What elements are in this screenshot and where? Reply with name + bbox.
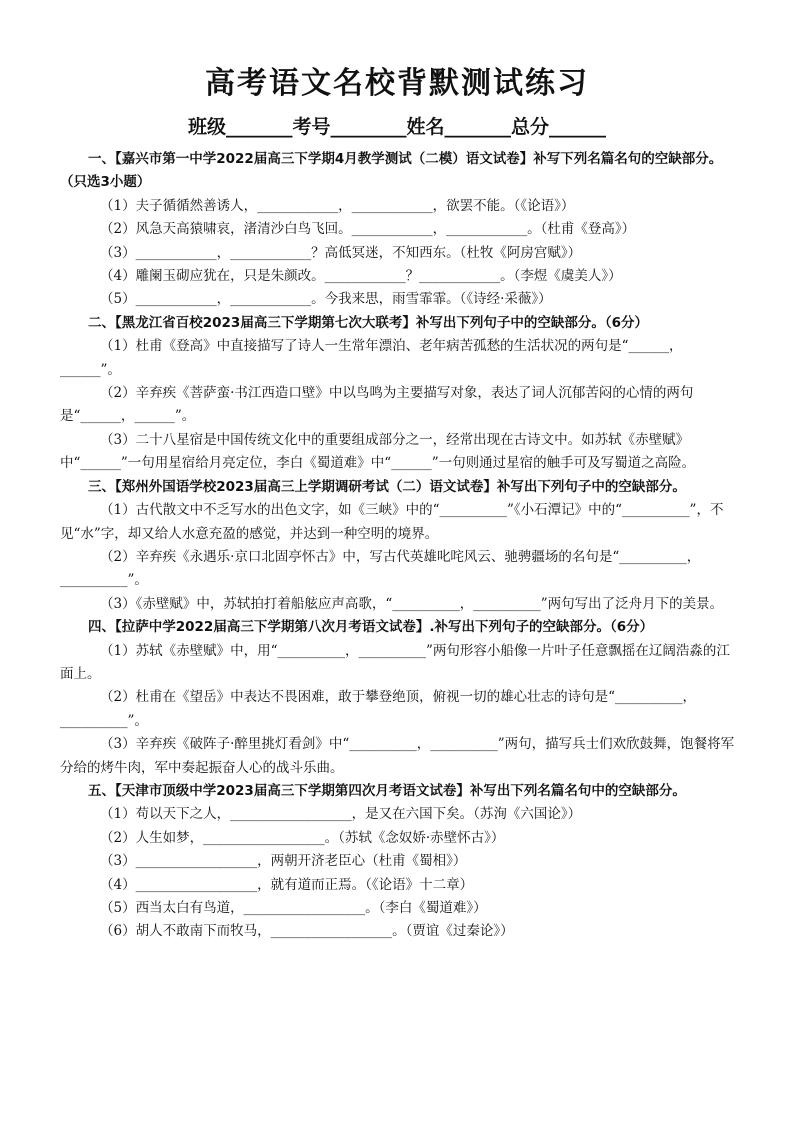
page-title: 高考语文名校背默测试练习 — [205, 66, 589, 101]
section-1-item-5: （5）____________，____________。今我来思，雨雪霏霏。（《诗经·采薇》） — [100, 291, 552, 308]
section-4-item-1: （1）苏轼《赤壁赋》中，用“__________，__________”两句形容小船像一片叶子任意飘摇在辽阔浩淼的江面上。 — [60, 642, 730, 682]
section-1-item-2: （2）风急天高猿啸哀，渚清沙白鸟飞回。____________，____________。（杜甫《登高》） — [100, 221, 636, 238]
section-5-item-2: （2）人生如梦，__________________。（苏轼《念奴娇·赤壁怀古》） — [100, 829, 505, 846]
section-3-item-2: （2）辛弃疾《永遇乐·京口北固亭怀古》中，写古代英雄叱咤风云、驰骋疆场的名句是“__________，__________”。 — [60, 548, 701, 589]
section-5-heading: 五、【天津市顶级中学2023届高三下学期第四次月考语文试卷】补写出下列名篇名句中的空缺部分。 — [88, 782, 686, 799]
section-2-item-2: （2）辛弃疾《菩萨蛮·书江西造口壁》中以鸟鸣为主要描写对象，表达了词人沉郁苦闷的心情的两句是“______，______”。 — [60, 385, 694, 425]
section-5-item-6: （6）胡人不敢南下而牧马，__________________。（贾谊《过秦论》） — [100, 923, 514, 940]
section-4-item-2: （2）杜甫在《望岳》中表达不畏困难，敢于攀登绝顶，俯视一切的雄心壮志的诗句是“__________，__________”。 — [60, 689, 696, 729]
section-2-item-3: （3）二十八星宿是中国传统文化中的重要组成部分之一，经常出现在古诗文中。如苏轼《赤壁赋》中“______”一句用星宿给月亮定位，李白《蜀道难》中“______”一句则通过星宿的触手可及写蜀道之高险。 — [60, 431, 696, 472]
section-5-item-4: （4）__________________，就有道而正焉。（《论语》十二章） — [100, 876, 474, 893]
section-4-item-3: （3）辛弃疾《破阵子·醉里挑灯看剑》中“__________，__________”两句，描写兵士们欢欣鼓舞，饱餐将军分给的烤牛肉，军中奏起振奋人心的战斗乐曲。 — [60, 736, 735, 776]
section-5-item-3: （3）__________________，两朝开济老臣心（杜甫《蜀相》） — [100, 853, 467, 870]
section-1-item-3: （3）____________，____________？高低冥迷，不知西东。（杜牧《阿房宫赋》） — [100, 244, 582, 261]
section-3-item-3: （3）《赤壁赋》中，苏轼拍打着船舷应声高歌，“__________，__________”两句写出了泛舟月下的美景。 — [100, 595, 724, 612]
section-1-item-4: （4）雕阑玉砌应犹在，只是朱颜改。____________？____________。（李煜《虞美人》） — [100, 268, 622, 285]
section-2-heading: 二、【黑龙江省百校2023届高三下学期第七次大联考】补写出下列句子中的空缺部分。（6分） — [88, 314, 648, 331]
section-5-item-1: （1）苟以天下之人，__________________，是又在六国下矣。（苏洵《六国论》） — [100, 806, 582, 823]
section-5-item-5: （5）西当太白有鸟道，__________________。（李白《蜀道难》） — [100, 900, 487, 916]
section-1-heading: 一、【嘉兴市第一中学2022届高三下学期4月教学测试（二模）语文试卷】补写下列名篇名句的空缺部分。（只选3小题） — [60, 151, 723, 191]
section-3-item-1: （1）古代散文中不乏写水的出色文字，如《三峡》中的“__________”《小石潭记》中的“__________”，不见“水”字，却又给人水意充盈的感觉，并达到一种空明的境界。 — [60, 502, 724, 542]
section-2-item-1: （1）杜甫《登高》中直接描写了诗人一生常年漂泊、老年病苦孤愁的生活状况的两句是“______，______”。 — [60, 338, 683, 378]
student-info-line: 班级_______考号________姓名_______总分______ — [187, 116, 606, 138]
section-4-heading: 四、【拉萨中学2022届高三下学期第八次月考语文试卷】.补写出下列句子的空缺部分。（6分） — [88, 619, 654, 636]
question-content — [60, 148, 736, 944]
section-1-item-1: （1）夫子循循然善诱人，____________，____________，欲罢不能。（《论语》） — [100, 197, 575, 214]
section-3-heading: 三、【郑州外国语学校2023届高三上学期调研考试（二）语文试卷】补写出下列句子中的空缺部分。 — [88, 478, 686, 495]
